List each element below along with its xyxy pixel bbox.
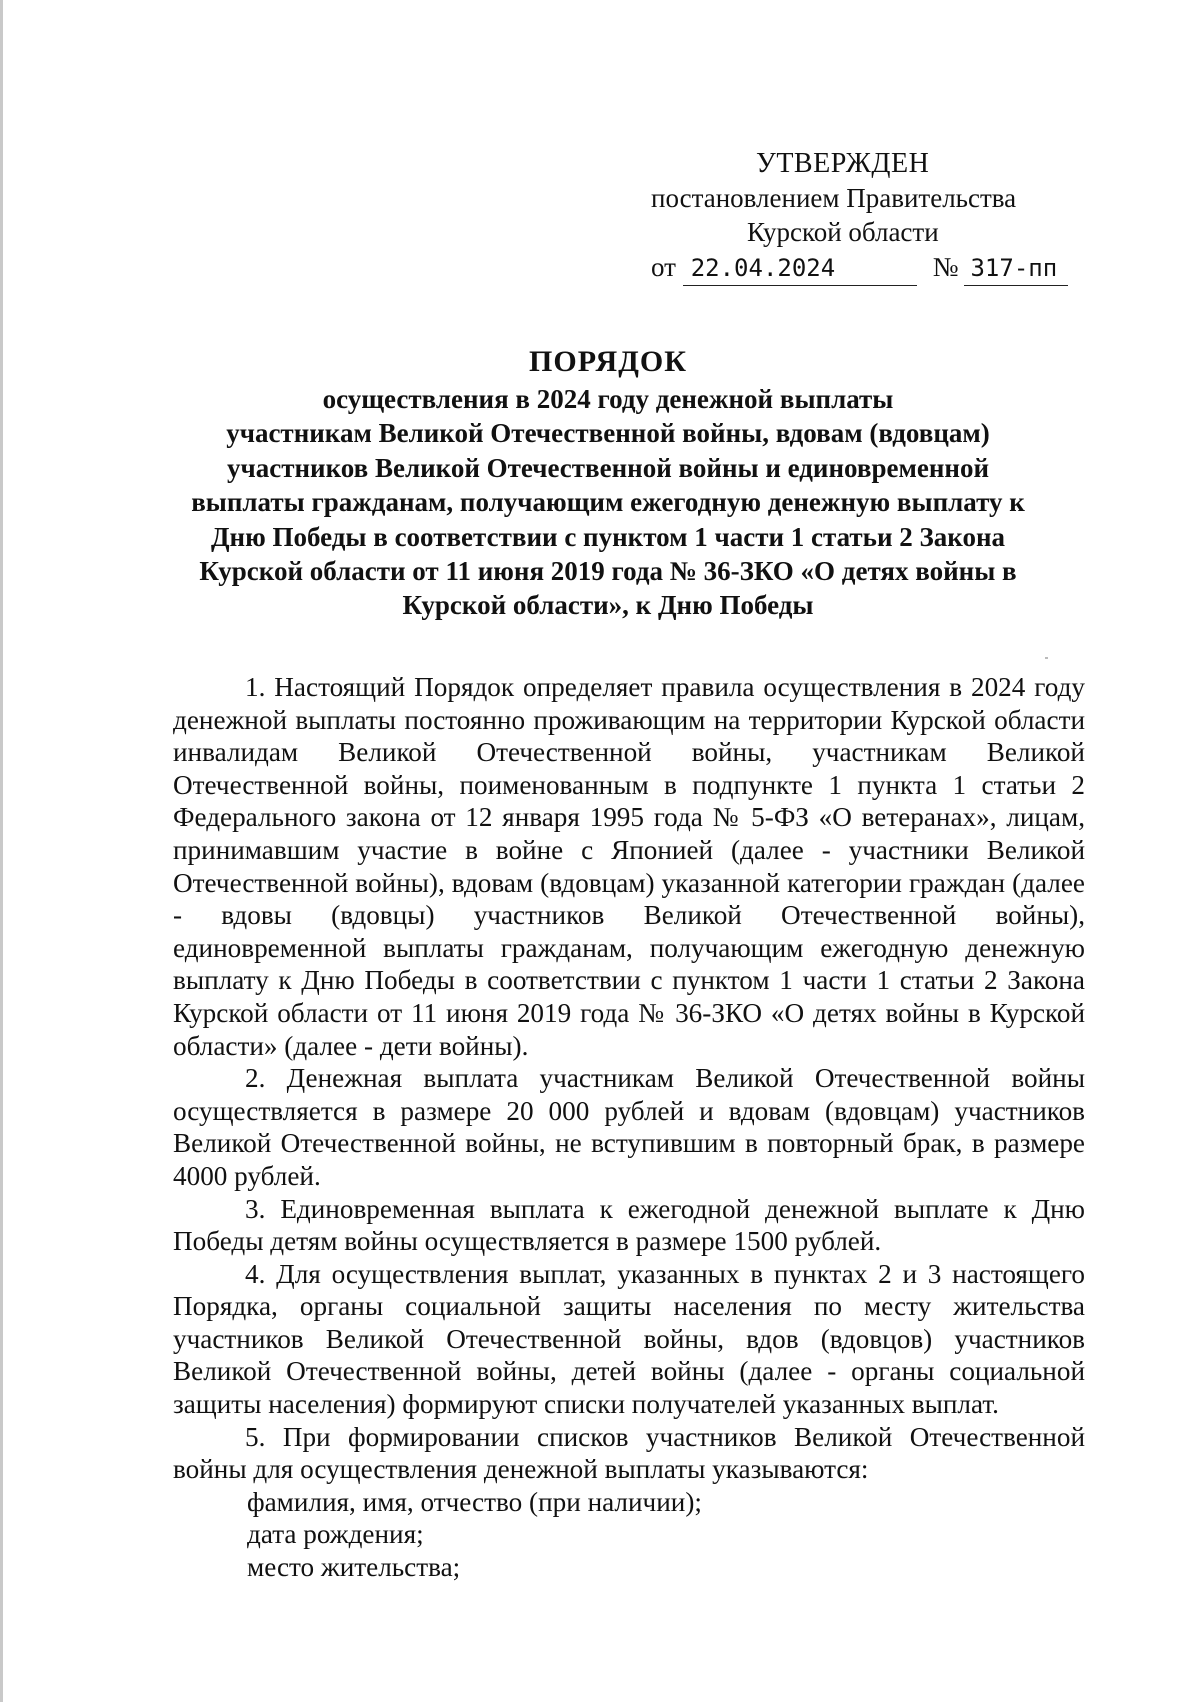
scan-speck (1045, 657, 1048, 659)
document-body (173, 671, 1085, 1584)
title-main: ПОРЯДОК (529, 345, 687, 378)
approval-date: 22.04.2024 (683, 253, 917, 286)
approval-number: 317-пп (964, 253, 1068, 286)
paragraph-2: 2. Денежная выплата участникам Великой Отечественной войны осуществляется в размере 20 000 рублей и вдовам (вдовцам) участников Великой Отечественной войны, не вступившим в повторный брак, в размере 4000 рублей. (173, 1063, 1085, 1191)
paragraph-5: 5. При формировании списков участников Великой Отечественной войны для осуществления денежной выплаты указываются: (173, 1421, 1085, 1485)
list-item: фамилия, имя, отчество (при наличии); (247, 1486, 702, 1517)
scan-edge (0, 0, 3, 1702)
paragraph-3: 3. Единовременная выплата к ежегодной денежной выплате к Дню Победы детям войны осуществляется в размере 1500 рублей. (173, 1193, 1085, 1257)
paragraph-1: 1. Настоящий Порядок определяет правила осуществления в 2024 году денежной выплаты постоянно проживающим на территории Курской области инвалидам Великой Отечественной войны, участникам Великой Отечественной войны, поименованным в подпункте 1 пункта 1 статьи 2 Федерального закона от 12 января 1995 года № 5-ФЗ «О ветеранах», лицам, принимавшим участие в войне с Японией (далее - участники Великой Отечественной войны), вдовам (вдовцам) указанной категории граждан (далее - вдовы (вдовцы) участников Великой Отечественной войны), единовременной выплаты гражданам, получающим ежегодную денежную выплату к Дню Победы в соответствии с пунктом 1 части 1 статьи 2 Закона Курской области от 11 июня 2019 года № 36-ЗКО «О детях войны в Курской области» (далее - дети войны). (173, 672, 1085, 1061)
title-line: Курской области от 11 июня 2019 года № 36-ЗКО «О детях войны в (199, 556, 1017, 587)
title-line: Дню Победы в соответствии с пунктом 1 части 1 статьи 2 Закона (210, 521, 1006, 552)
document-title (150, 343, 1066, 623)
title-line: осуществления в 2024 году денежной выплаты (322, 384, 894, 414)
approval-date-row (651, 252, 1068, 286)
paragraph-4: 4. Для осуществления выплат, указанных в пунктах 2 и 3 настоящего Порядка, органы социальной защиты населения по месту жительства участников Великой Отечественной войны, вдов (вдовцов) участников Великой Отечественной войны, детей войны (далее - органы социальной защиты населения) формируют списки получателей указанных выплат. (173, 1258, 1085, 1420)
title-line: участников Великой Отечественной войны и единовременной (227, 452, 989, 483)
list-item: место жительства; (247, 1552, 461, 1583)
title-line: выплаты гражданам, получающим ежегодную денежную выплату к (191, 487, 1025, 518)
number-prefix: № (932, 252, 959, 282)
title-line: участникам Великой Отечественной войны, вдовам (вдовцам) (226, 418, 990, 449)
approval-region: Курской области (747, 217, 939, 247)
approval-title: УТВЕРЖДЕН (756, 148, 930, 179)
date-prefix: от (651, 252, 676, 282)
title-line: Курской области», к Дню Победы (402, 590, 814, 621)
list-item: дата рождения; (247, 1519, 424, 1550)
approval-by: постановлением Правительства (651, 183, 1017, 213)
